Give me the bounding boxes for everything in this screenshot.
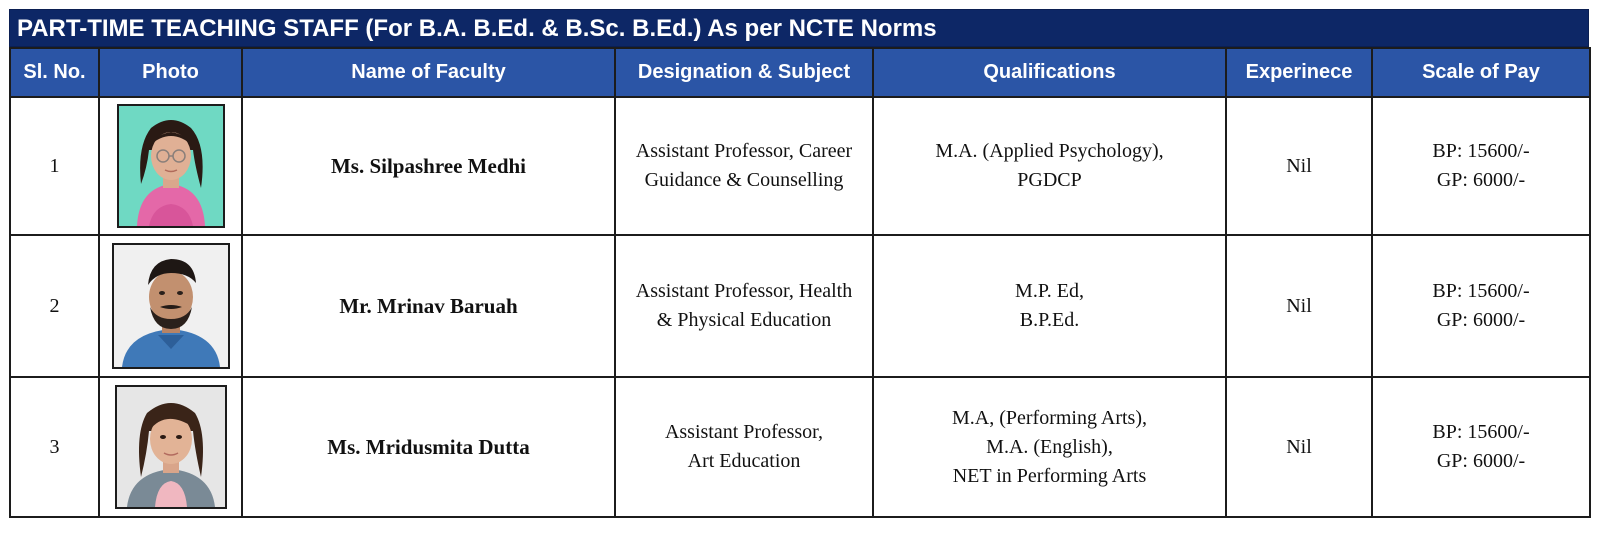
faculty-sheet	[9, 9, 1589, 518]
qualification-line: M.P. Ed,	[1015, 280, 1084, 302]
header-experience: Experinece	[1226, 48, 1372, 97]
pay-line: BP: 15600/-	[1432, 280, 1530, 302]
qualification-line: M.A, (Performing Arts),	[952, 406, 1147, 429]
designation-line: Guidance & Counselling	[644, 169, 844, 191]
photo-cell	[99, 97, 242, 235]
qualification-line: B.P.Ed.	[1019, 309, 1080, 331]
sl-no-cell: 2	[10, 235, 99, 377]
header-photo: Photo	[99, 48, 242, 97]
designation-line: Art Education	[687, 450, 801, 472]
designation-cell	[615, 97, 873, 235]
photo-cell	[99, 377, 242, 517]
pay-cell	[1372, 97, 1590, 235]
table-row	[10, 377, 1590, 517]
experience-cell: Nil	[1226, 97, 1372, 235]
pay-line: GP: 6000/-	[1436, 169, 1526, 191]
faculty-name: Ms. Mridusmita Dutta	[242, 377, 615, 517]
header-name: Name of Faculty	[242, 48, 615, 97]
experience-cell: Nil	[1226, 235, 1372, 377]
qualification-line: NET in Performing Arts	[952, 464, 1147, 487]
header-designation: Designation & Subject	[615, 48, 873, 97]
qualifications-cell	[873, 235, 1226, 377]
faculty-photo	[115, 385, 227, 509]
table-row	[10, 235, 1590, 377]
pay-cell	[1372, 377, 1590, 517]
qualifications-cell	[873, 377, 1226, 517]
pay-line: BP: 15600/-	[1432, 140, 1530, 162]
qualifications-cell	[873, 97, 1226, 235]
pay-line: GP: 6000/-	[1436, 309, 1526, 331]
header-row	[10, 48, 1590, 97]
header-scale-of-pay: Scale of Pay	[1372, 48, 1590, 97]
designation-cell	[615, 235, 873, 377]
designation-cell	[615, 377, 873, 517]
header-sl-no: Sl. No.	[10, 48, 99, 97]
table-row	[10, 97, 1590, 235]
faculty-name: Ms. Silpashree Medhi	[242, 97, 615, 235]
sl-no-cell: 3	[10, 377, 99, 517]
qualification-line: PGDCP	[1017, 169, 1082, 191]
qualification-line: M.A. (English),	[986, 435, 1113, 458]
experience-cell: Nil	[1226, 377, 1372, 517]
designation-line: Assistant Professor,	[664, 421, 824, 443]
sl-no-cell: 1	[10, 97, 99, 235]
faculty-photo	[112, 243, 230, 369]
faculty-name: Mr. Mrinav Baruah	[242, 235, 615, 377]
pay-cell	[1372, 235, 1590, 377]
faculty-table	[9, 47, 1591, 518]
photo-cell	[99, 235, 242, 377]
designation-line: & Physical Education	[656, 309, 832, 331]
header-qualifications: Qualifications	[873, 48, 1226, 97]
pay-line: BP: 15600/-	[1432, 421, 1530, 443]
designation-line: Assistant Professor, Career	[635, 140, 853, 162]
sheet-title: PART-TIME TEACHING STAFF (For B.A. B.Ed. & B.Sc. B.Ed.) As per NCTE Norms	[9, 9, 1589, 47]
pay-line: GP: 6000/-	[1436, 450, 1526, 472]
designation-line: Assistant Professor, Health	[635, 280, 853, 302]
faculty-photo	[117, 104, 225, 228]
qualification-line: M.A. (Applied Psychology),	[935, 140, 1164, 162]
